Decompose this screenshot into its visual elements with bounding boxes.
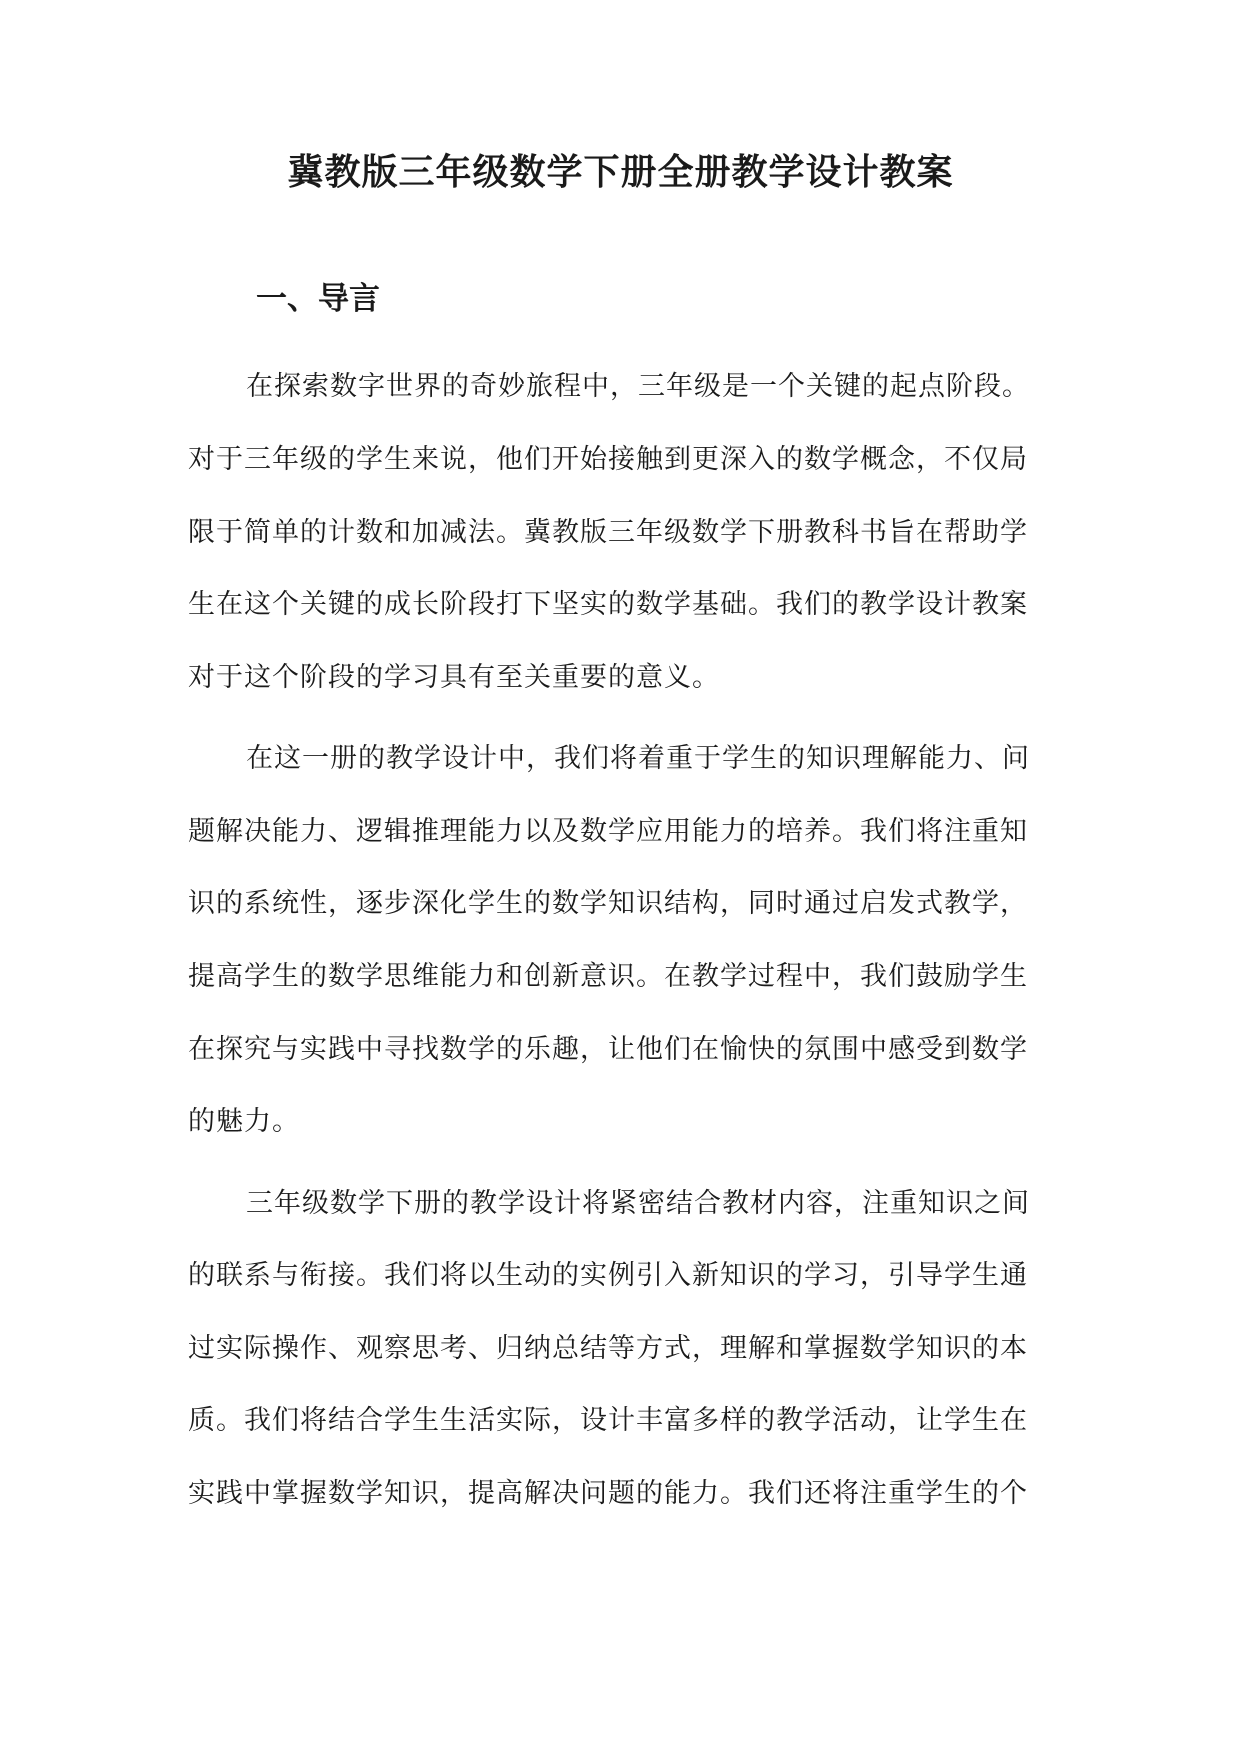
paragraph-2-line-4: 提高学生的数学思维能力和创新意识。在教学过程中，我们鼓励学生 [188,961,1028,992]
paragraph-1-line-1: 在探索数字世界的奇妙旅程中，三年级是一个关键的起点阶段。 [246,371,1030,402]
paragraph-1-line-3: 限于简单的计数和加减法。冀教版三年级数学下册教科书旨在帮助学 [188,517,1028,548]
paragraph-3-line-2: 的联系与衔接。我们将以生动的实例引入新知识的学习，引导学生通 [188,1260,1028,1291]
paragraph-2-line-5: 在探究与实践中寻找数学的乐趣，让他们在愉快的氛围中感受到数学 [188,1034,1028,1065]
paragraph-1-line-4: 生在这个关键的成长阶段打下坚实的数学基础。我们的教学设计教案 [188,589,1028,620]
paragraph-3-line-5: 实践中掌握数学知识，提高解决问题的能力。我们还将注重学生的个 [188,1478,1028,1509]
paragraph-3-line-4: 质。我们将结合学生生活实际，设计丰富多样的教学活动，让学生在 [188,1405,1028,1436]
paragraph-3-line-3: 过实际操作、观察思考、归纳总结等方式，理解和掌握数学知识的本 [188,1333,1028,1364]
section-heading: 一、导言 [256,281,380,317]
paragraph-2-line-3: 识的系统性，逐步深化学生的数学知识结构，同时通过启发式教学， [188,888,1028,919]
document-title: 冀教版三年级数学下册全册教学设计教案 [287,152,954,193]
paragraph-2-line-1: 在这一册的教学设计中，我们将着重于学生的知识理解能力、问 [246,743,1030,774]
paragraph-1-line-5: 对于这个阶段的学习具有至关重要的意义。 [188,662,720,693]
paragraph-1-line-2: 对于三年级的学生来说，他们开始接触到更深入的数学概念，不仅局 [188,444,1028,475]
paragraph-2-line-2: 题解决能力、逻辑推理能力以及数学应用能力的培养。我们将注重知 [188,816,1028,847]
paragraph-2-line-6: 的魅力。 [188,1106,300,1137]
paragraph-3-line-1: 三年级数学下册的教学设计将紧密结合教材内容，注重知识之间 [246,1188,1030,1219]
